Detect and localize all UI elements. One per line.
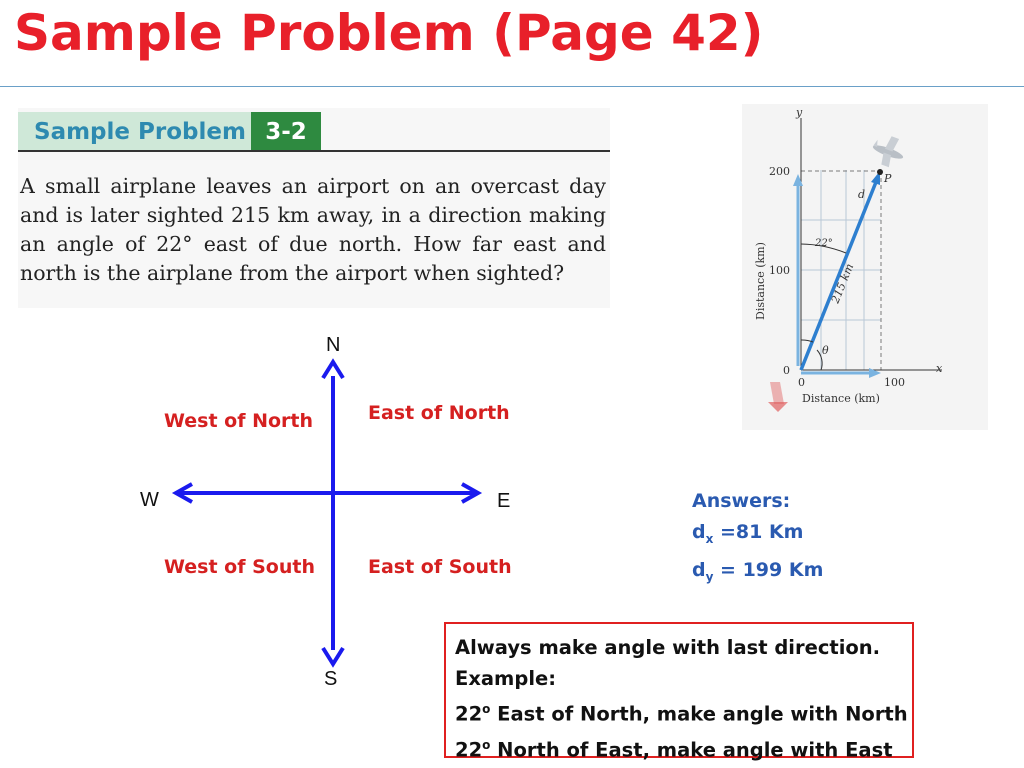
note-line-4-sup: o bbox=[482, 737, 491, 752]
tick-x-100: 100 bbox=[884, 376, 905, 389]
tick-y-100: 100 bbox=[769, 264, 790, 277]
west-of-north-label: West of North bbox=[164, 410, 314, 432]
note-line-3-rest: East of North, make angle with North bbox=[490, 702, 908, 726]
x-axis-label: x bbox=[936, 362, 943, 375]
angle-label: 22° bbox=[815, 238, 833, 249]
answer-dx-sub: x bbox=[705, 531, 714, 546]
west-label: W bbox=[140, 489, 159, 511]
note-line-3-sup: o bbox=[482, 702, 491, 716]
answer-dx-prefix: d bbox=[692, 521, 706, 543]
west-of-south-label: West of South bbox=[164, 556, 315, 578]
south-label: S bbox=[324, 668, 338, 690]
answer-dx-value: =81 Km bbox=[713, 521, 804, 543]
sample-problem-text: A small airplane leaves an airport on an overcast day and is later sighted 215 km away, in a direction making an angle of 22° east of due north. How far east and north is the airplane from the airport when sighted? bbox=[20, 174, 606, 285]
sample-problem-label: Sample Problem bbox=[18, 112, 251, 152]
note-line-4-rest: North of East, make angle with East bbox=[490, 738, 893, 761]
answers-block bbox=[692, 486, 823, 593]
note-line-3 bbox=[455, 694, 912, 730]
tick-origin: 0 bbox=[783, 364, 790, 377]
point-label: P bbox=[884, 172, 892, 185]
note-line-2: Example: bbox=[455, 667, 557, 690]
vector-length-label: 215 km bbox=[828, 261, 857, 306]
note-line-1: Always make angle with last direction. bbox=[455, 636, 881, 659]
answer-dy-value: = 199 Km bbox=[713, 558, 824, 581]
y-axis-title: Distance (km) bbox=[754, 242, 767, 320]
north-label: N bbox=[326, 334, 341, 356]
answer-dy-sub: y bbox=[705, 569, 714, 584]
note-line-4-num: 22 bbox=[455, 738, 483, 761]
sample-problem-number: 3-2 bbox=[251, 112, 321, 152]
answer-dx bbox=[692, 517, 823, 555]
answers-heading: Answers: bbox=[692, 490, 791, 512]
note-line-3-num: 22 bbox=[455, 702, 483, 726]
y-axis-label: y bbox=[796, 106, 803, 119]
answer-dy-prefix: d bbox=[692, 558, 706, 581]
answer-dy bbox=[692, 555, 823, 593]
x-axis-title: Distance (km) bbox=[802, 392, 880, 405]
theta-label: θ bbox=[822, 344, 829, 357]
east-of-north-label: East of North bbox=[368, 402, 510, 424]
tick-y-200: 200 bbox=[769, 165, 790, 178]
tick-x-0: 0 bbox=[798, 376, 805, 389]
east-of-south-label: East of South bbox=[368, 556, 512, 578]
page-title: Sample Problem (Page 42) bbox=[14, 4, 764, 62]
east-label: E bbox=[497, 490, 511, 512]
angle-rule-note bbox=[444, 622, 914, 761]
vector-label: d bbox=[858, 188, 866, 201]
note-line-4 bbox=[455, 730, 912, 766]
